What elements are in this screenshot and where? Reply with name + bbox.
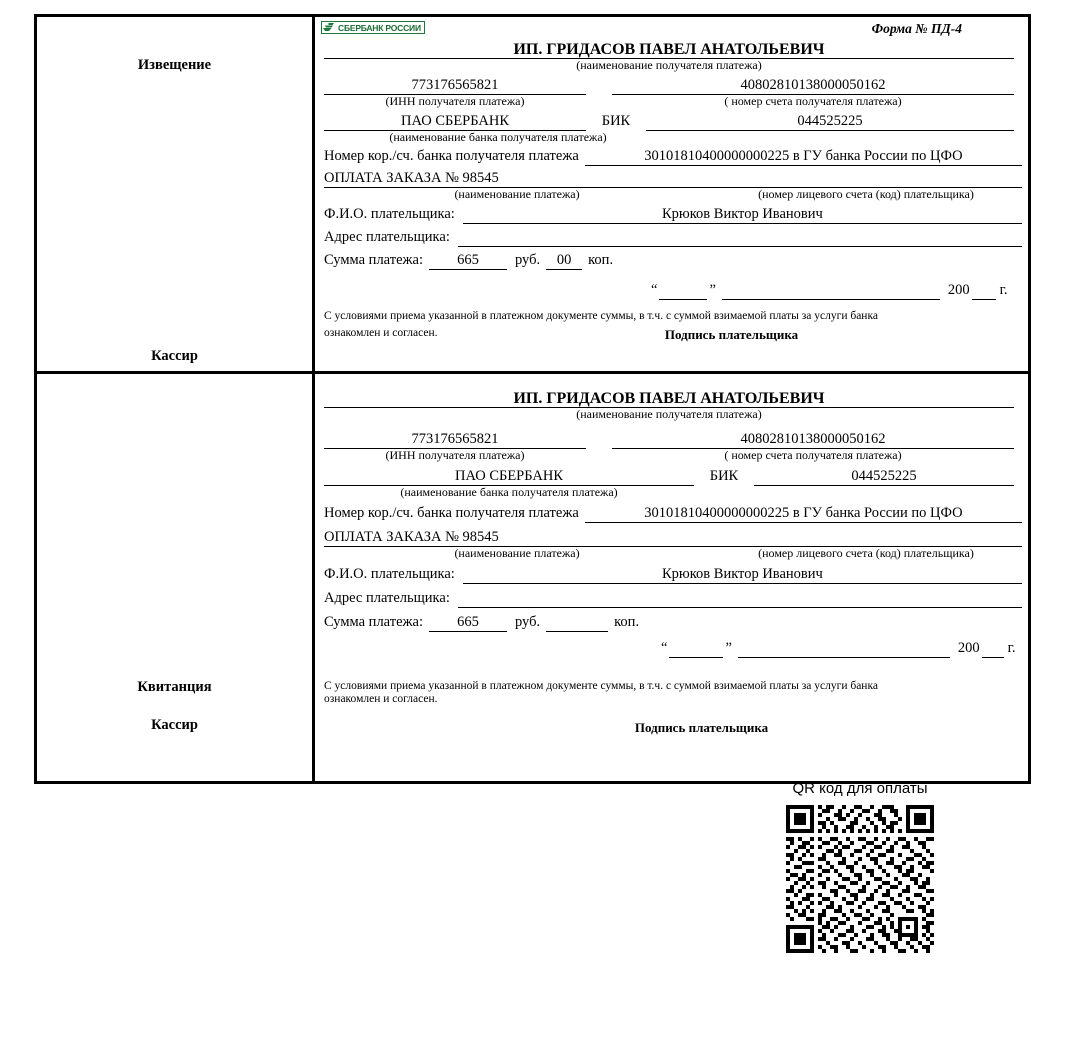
- receipt-document: [34, 14, 1031, 784]
- notice-date-day[interactable]: [659, 299, 707, 300]
- quittance-payer-row: [321, 566, 1022, 584]
- notice-recipient-caption: (наименование получателя платежа): [576, 58, 762, 72]
- notice-account-value[interactable]: 40802810138000050162: [612, 77, 1014, 95]
- notice-label: Извещение: [137, 57, 212, 73]
- quittance-recipient-name[interactable]: ИП. ГРИДАСОВ ПАВЕЛ АНАТОЛЬЕВИЧ: [324, 390, 1014, 408]
- quittance-date-quote-close: ”: [725, 640, 732, 656]
- quittance-terms-line-1: С условиями приема указанной в платежном документе суммы, в т.ч. с суммой взимаемой платы за услуги банка: [324, 680, 878, 692]
- notice-left-column: [37, 17, 315, 371]
- notice-kop-word: коп.: [588, 252, 614, 268]
- quittance-sum-rub[interactable]: 665: [429, 614, 507, 632]
- notice-inn-account-caption-row: [321, 95, 1022, 108]
- notice-date-month[interactable]: [722, 299, 940, 300]
- notice-section: [37, 17, 1028, 374]
- notice-bik-value[interactable]: 044525225: [646, 113, 1014, 131]
- sberbank-logo: [321, 21, 425, 34]
- quittance-purpose-row: [321, 529, 1022, 547]
- quittance-label: Квитанция: [137, 679, 212, 695]
- quittance-date-year-value[interactable]: [982, 657, 1004, 658]
- quittance-payer-label: Ф.И.О. плательщика:: [324, 566, 455, 582]
- notice-right-column: [315, 17, 1028, 371]
- notice-recipient-caption-row: [321, 59, 1022, 72]
- notice-bank-caption: (наименование банка получателя платежа): [389, 130, 607, 144]
- notice-corr-row: [321, 148, 1022, 166]
- quittance-sum-kop[interactable]: [546, 631, 608, 632]
- notice-corr-value[interactable]: 30101810400000000225 в ГУ банка России по ЦФО: [585, 148, 1022, 166]
- quittance-date-row: [321, 640, 1022, 658]
- quittance-bank-row: [321, 468, 1022, 486]
- notice-terms-line-2: ознакомлен и согласен.: [324, 327, 438, 339]
- notice-bank-name[interactable]: ПАО СБЕРБАНК: [324, 113, 586, 131]
- quittance-recipient-caption-row: [321, 408, 1022, 421]
- quittance-inn-account-row: [321, 431, 1022, 449]
- quittance-corr-label: Номер кор./сч. банка получателя платежа: [324, 505, 579, 521]
- quittance-section: [37, 374, 1028, 781]
- quittance-recipient-row: [321, 390, 1022, 408]
- notice-payer-row: [321, 206, 1022, 224]
- quittance-sum-row: [321, 614, 1022, 632]
- notice-inn-value[interactable]: 773176565821: [324, 77, 586, 95]
- qr-title: QR код для оплаты: [792, 780, 928, 797]
- quittance-rub-word: руб.: [515, 614, 541, 630]
- notice-bank-row: [321, 113, 1022, 131]
- notice-date-quote-open: “: [651, 282, 658, 298]
- quittance-left-column: [37, 374, 315, 781]
- notice-date-year-suffix: г.: [999, 282, 1008, 298]
- notice-inn-account-row: [321, 77, 1022, 95]
- notice-bik-label: БИК: [601, 113, 631, 129]
- notice-date-year-prefix: 200: [947, 282, 970, 298]
- quittance-payer-name[interactable]: Крюков Виктор Иванович: [463, 566, 1022, 584]
- quittance-address-label: Адрес плательщика:: [324, 590, 450, 606]
- notice-payer-name[interactable]: Крюков Виктор Иванович: [463, 206, 1022, 224]
- notice-purpose-value[interactable]: ОПЛАТА ЗАКАЗА № 98545: [324, 170, 710, 188]
- notice-sum-rub[interactable]: 665: [429, 252, 507, 270]
- quittance-date-year-prefix: 200: [957, 640, 980, 656]
- quittance-address-value[interactable]: [458, 607, 1022, 608]
- quittance-inn-value[interactable]: 773176565821: [324, 431, 586, 449]
- quittance-recipient-caption: (наименование получателя платежа): [576, 407, 762, 421]
- notice-address-row: [321, 229, 1022, 247]
- quittance-purpose-caption: (наименование платежа): [454, 546, 580, 560]
- quittance-terms-line-2: ознакомлен и согласен.: [324, 693, 438, 705]
- notice-purpose-row: [321, 170, 1022, 188]
- quittance-corr-value[interactable]: 30101810400000000225 в ГУ банка России по ЦФО: [585, 505, 1022, 523]
- qr-code-image: [786, 805, 934, 953]
- qr-block: [760, 780, 960, 953]
- quittance-address-row: [321, 590, 1022, 608]
- quittance-inn-account-caption-row: [321, 449, 1022, 462]
- quittance-date-day[interactable]: [669, 657, 723, 658]
- notice-sum-row: [321, 252, 1022, 270]
- quittance-date-quote-open: “: [661, 640, 668, 656]
- quittance-signature-label: Подпись плательщика: [634, 720, 769, 735]
- notice-purpose-caption-row: [321, 188, 1022, 201]
- notice-inn-caption: (ИНН получателя платежа): [385, 94, 525, 108]
- notice-personal-account-caption: (номер лицевого счета (код) плательщика): [758, 187, 974, 201]
- notice-recipient-row: [321, 41, 1022, 59]
- sberbank-logo-text: СБЕРБАНК РОССИИ: [338, 22, 421, 33]
- notice-address-value[interactable]: [458, 246, 1022, 247]
- quittance-date-month[interactable]: [738, 657, 950, 658]
- quittance-bank-caption-row: [321, 486, 1022, 499]
- notice-cashier-label: Кассир: [151, 348, 198, 364]
- quittance-sum-label: Сумма платежа:: [324, 614, 423, 630]
- notice-payer-label: Ф.И.О. плательщика:: [324, 206, 455, 222]
- quittance-account-value[interactable]: 40802810138000050162: [612, 431, 1014, 449]
- quittance-purpose-caption-row: [321, 547, 1022, 560]
- notice-date-year-value[interactable]: [972, 299, 996, 300]
- notice-recipient-name[interactable]: ИП. ГРИДАСОВ ПАВЕЛ АНАТОЛЬЕВИЧ: [324, 41, 1014, 59]
- sberbank-logo-icon: [322, 22, 335, 33]
- quittance-bank-caption: (наименование банка получателя платежа): [400, 485, 618, 499]
- quittance-bik-label: БИК: [709, 468, 739, 484]
- quittance-personal-account-caption: (номер лицевого счета (код) плательщика): [758, 546, 974, 560]
- quittance-date-year-suffix: г.: [1007, 640, 1016, 656]
- notice-date-quote-close: ”: [709, 282, 716, 298]
- quittance-right-column: [315, 374, 1028, 781]
- quittance-account-caption: ( номер счета получателя платежа): [724, 448, 902, 462]
- quittance-kop-word: коп.: [614, 614, 640, 630]
- notice-corr-label: Номер кор./сч. банка получателя платежа: [324, 148, 579, 164]
- notice-rub-word: руб.: [515, 252, 541, 268]
- quittance-inn-caption: (ИНН получателя платежа): [385, 448, 525, 462]
- notice-bank-caption-row: [321, 131, 1022, 144]
- notice-address-label: Адрес плательщика:: [324, 229, 450, 245]
- notice-signature-label: Подпись плательщика: [664, 327, 799, 342]
- quittance-bank-name[interactable]: ПАО СБЕРБАНК: [324, 468, 694, 486]
- quittance-bik-value[interactable]: 044525225: [754, 468, 1014, 486]
- notice-header: [321, 21, 1022, 37]
- notice-sum-label: Сумма платежа:: [324, 252, 423, 268]
- notice-account-caption: ( номер счета получателя платежа): [724, 94, 902, 108]
- notice-date-row: [321, 282, 1022, 300]
- quittance-corr-row: [321, 505, 1022, 523]
- form-number: Форма № ПД-4: [871, 21, 962, 36]
- notice-purpose-caption: (наименование платежа): [454, 187, 580, 201]
- quittance-cashier-label: Кассир: [151, 717, 198, 733]
- quittance-purpose-value[interactable]: ОПЛАТА ЗАКАЗА № 98545: [324, 529, 710, 547]
- notice-terms-line-1: С условиями приема указанной в платежном документе суммы, в т.ч. с суммой взимаемой платы за услуги банка: [324, 310, 878, 322]
- notice-sum-kop[interactable]: 00: [546, 252, 582, 270]
